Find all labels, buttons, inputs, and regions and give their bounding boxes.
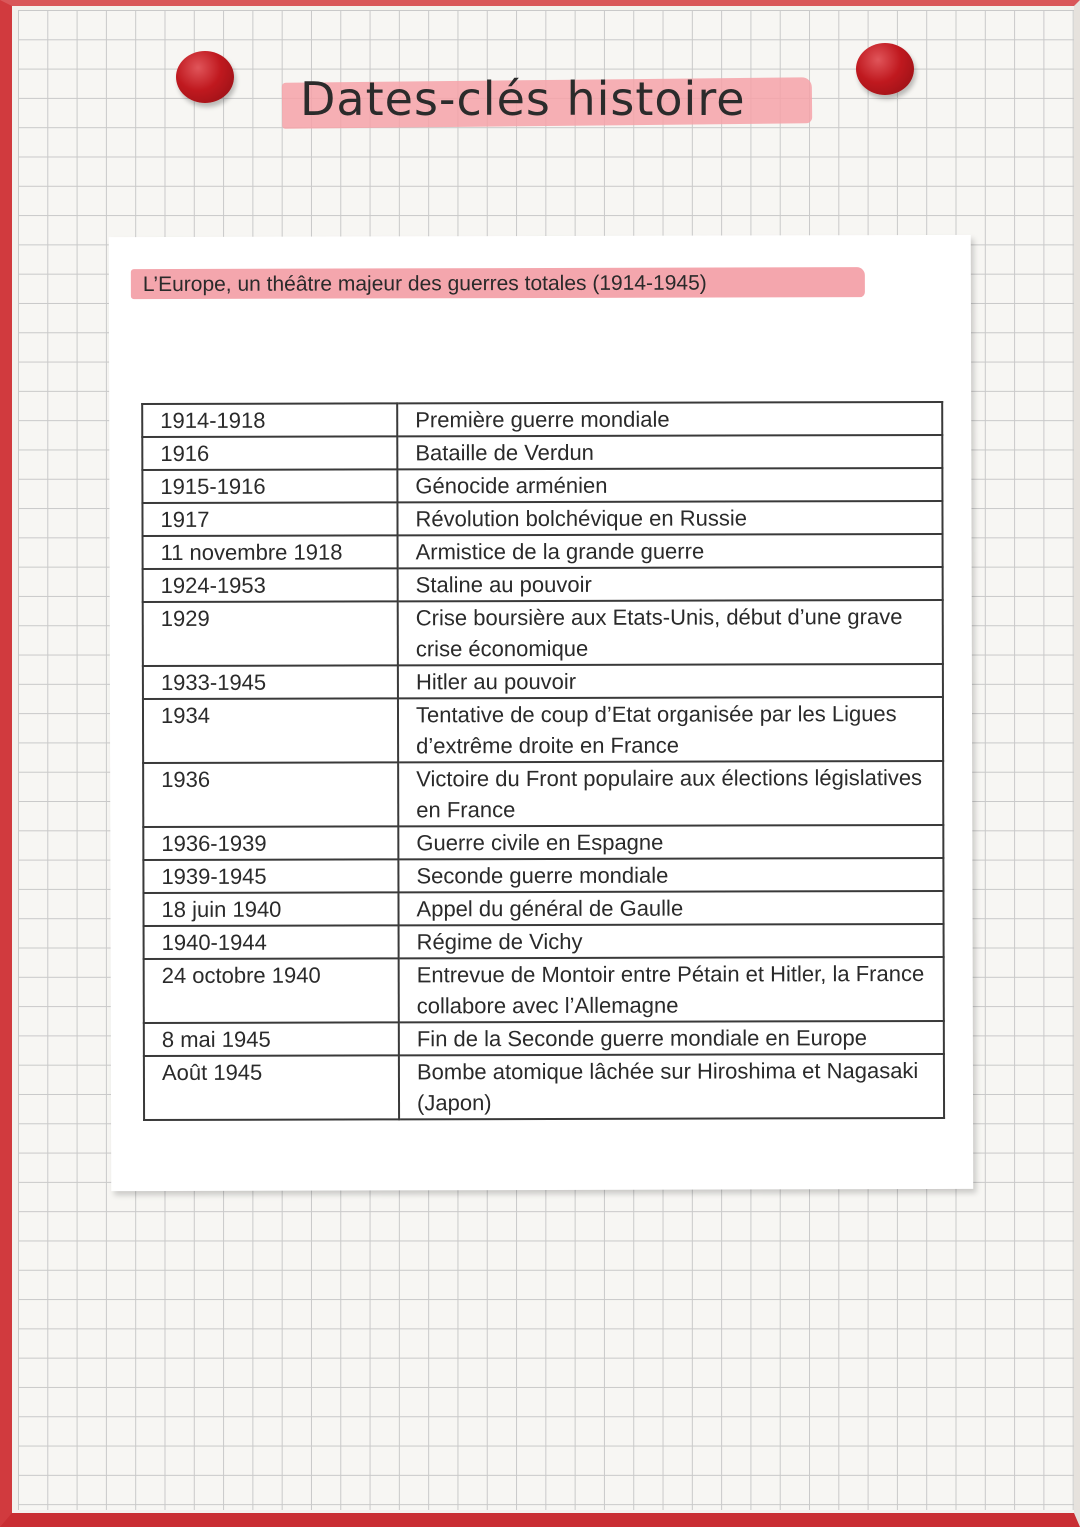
event-cell: Victoire du Front populaire aux élections législatives en France xyxy=(398,761,943,826)
table-row xyxy=(143,858,943,893)
date-cell: 1917 xyxy=(142,502,397,536)
event-cell: Crise boursière aux Etats-Unis, début d’une grave crise économique xyxy=(398,600,943,665)
table-row xyxy=(144,1021,944,1056)
table-row xyxy=(143,534,943,569)
date-cell: 8 mai 1945 xyxy=(144,1022,399,1056)
table-row xyxy=(142,468,942,503)
event-cell: Première guerre mondiale xyxy=(397,402,942,436)
event-cell: Seconde guerre mondiale xyxy=(398,858,943,892)
date-cell: 1939-1945 xyxy=(143,859,398,893)
table-row xyxy=(144,924,944,959)
table-row xyxy=(144,957,944,1023)
event-cell: Révolution bolchévique en Russie xyxy=(397,501,942,535)
event-cell: Appel du général de Gaulle xyxy=(398,891,943,925)
date-cell: 1940-1944 xyxy=(144,925,399,959)
table-row xyxy=(143,567,943,602)
pin-icon xyxy=(856,43,914,95)
table-row xyxy=(142,402,942,437)
event-cell: Régime de Vichy xyxy=(399,924,944,958)
table-row xyxy=(142,435,942,470)
page-title: Dates-clés histoire xyxy=(300,72,746,126)
event-cell: Génocide arménien xyxy=(397,468,942,502)
sheet-subtitle: L’Europe, un théâtre majeur des guerres totales (1914-1945) xyxy=(142,271,707,297)
table-row xyxy=(143,825,943,860)
event-cell: Entrevue de Montoir entre Pétain et Hitler, la France collabore avec l’Allemagne xyxy=(399,957,944,1022)
date-cell: 11 novembre 1918 xyxy=(143,535,398,569)
date-cell: 1933-1945 xyxy=(143,665,398,699)
date-cell: 1914-1918 xyxy=(142,403,397,437)
printed-sheet xyxy=(109,235,973,1191)
event-cell: Bataille de Verdun xyxy=(397,435,942,469)
table-row xyxy=(143,697,943,763)
date-cell: 1936-1939 xyxy=(143,826,398,860)
pin-icon xyxy=(176,51,234,103)
table-row xyxy=(143,664,943,699)
event-cell: Bombe atomique lâchée sur Hiroshima et Nagasaki (Japon) xyxy=(399,1054,944,1119)
table-row xyxy=(142,501,942,536)
date-cell: 1916 xyxy=(142,436,397,470)
table-row xyxy=(143,761,943,827)
event-cell: Guerre civile en Espagne xyxy=(398,825,943,859)
date-cell: 1915-1916 xyxy=(142,469,397,503)
date-cell: 1934 xyxy=(143,698,398,763)
date-cell: 1924-1953 xyxy=(143,568,398,602)
event-cell: Hitler au pouvoir xyxy=(398,664,943,698)
event-cell: Tentative de coup d’Etat organisée par les Ligues d’extrême droite en France xyxy=(398,697,943,762)
event-cell: Staline au pouvoir xyxy=(398,567,943,601)
date-cell: 1936 xyxy=(143,762,398,827)
dates-table xyxy=(141,401,945,1121)
title-block xyxy=(278,74,818,134)
table-row xyxy=(144,1054,944,1120)
date-cell: 1929 xyxy=(143,601,398,666)
event-cell: Armistice de la grande guerre xyxy=(398,534,943,568)
date-cell: 24 octobre 1940 xyxy=(144,958,399,1023)
table-row xyxy=(143,891,943,926)
date-cell: 18 juin 1940 xyxy=(143,892,398,926)
table-row xyxy=(143,600,943,666)
event-cell: Fin de la Seconde guerre mondiale en Europe xyxy=(399,1021,944,1055)
date-cell: Août 1945 xyxy=(144,1055,399,1120)
